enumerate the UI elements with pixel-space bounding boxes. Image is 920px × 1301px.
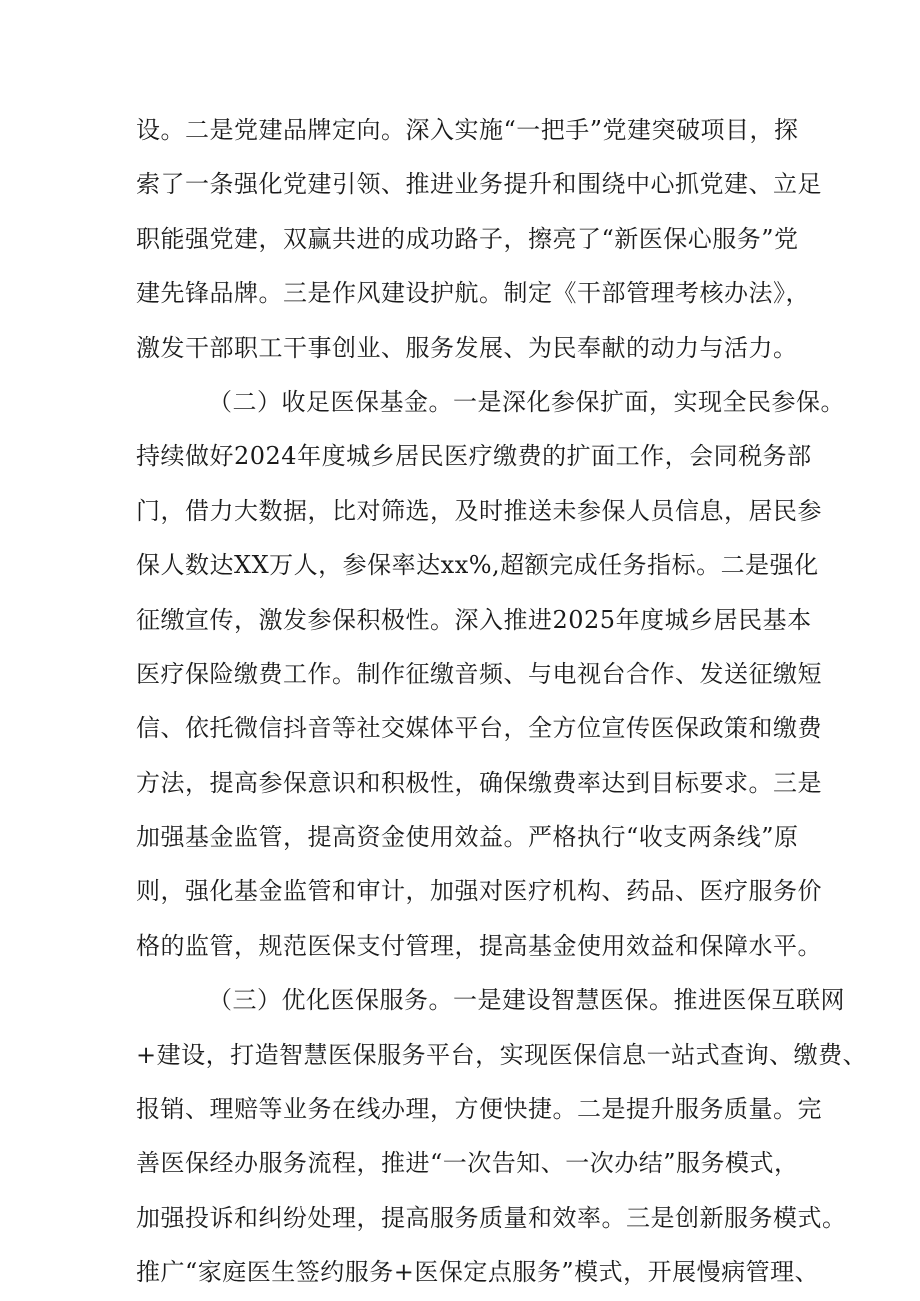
- document-body: [136, 103, 868, 1300]
- text-line: 索了一条强化党建引领、推进业务提升和围绕中心抓党建、立足: [136, 170, 822, 199]
- text-line: 征缴宣传，激发参保积极性。深入推进2025年度城乡居民基本: [136, 605, 812, 634]
- text-line: 加强投诉和纠纷处理，提高服务质量和效率。三是创新服务模式。: [136, 1203, 847, 1232]
- text-line: 持续做好2024年度城乡居民医疗缴费的扩面工作，会同税务部: [136, 442, 812, 471]
- text-line: 职能强党建，双赢共进的成功路子，擦亮了“新医保心服务”党: [136, 224, 799, 253]
- text-line: 报销、理赔等业务在线办理，方便快捷。二是提升服务质量。完: [136, 1095, 822, 1124]
- text-line: 激发干部职工干事创业、服务发展、为民奉献的动力与活力。: [136, 333, 798, 362]
- text-line: +建设，打造智慧医保服务平台，实现医保信息一站式查询、缴费、: [136, 1040, 868, 1069]
- text-line: 方法，提高参保意识和积极性，确保缴费率达到目标要求。三是: [136, 768, 822, 797]
- section-heading-line: （二）收足医保基金。一是深化参保扩面，实现全民参保。: [208, 387, 845, 416]
- text-line: 加强基金监管，提高资金使用效益。严格执行“收支两条线”原: [136, 823, 799, 852]
- text-line: 善医保经办服务流程，推进“一次告知、一次办结”服务模式，: [136, 1149, 799, 1178]
- text-line: 推广“家庭医生签约服务+医保定点服务”模式，开展慢病管理、: [136, 1258, 820, 1287]
- text-line: 格的监管，规范医保支付管理，提高基金使用效益和保障水平。: [136, 931, 822, 960]
- text-line: 保人数达XX万人，参保率达xx%,超额完成任务指标。二是强化: [136, 551, 819, 580]
- text-line: 设。二是党建品牌定向。深入实施“一把手”党建突破项目，探: [136, 116, 799, 144]
- text-line: 则，强化基金监管和审计，加强对医疗机构、药品、医疗服务价: [136, 877, 822, 906]
- section-heading-line: （三）优化医保服务。一是建设智慧医保。推进医保互联网: [208, 986, 845, 1015]
- text-line: 门，借力大数据，比对筛选，及时推送未参保人员信息，居民参: [136, 496, 822, 525]
- text-line: 医疗保险缴费工作。制作征缴音频、与电视台合作、发送征缴短: [136, 659, 822, 688]
- text-line: 信、依托微信抖音等社交媒体平台，全方位宣传医保政策和缴费: [136, 714, 822, 743]
- text-line: 建先锋品牌。三是作风建设护航。制定《干部管理考核办法》，: [136, 279, 810, 308]
